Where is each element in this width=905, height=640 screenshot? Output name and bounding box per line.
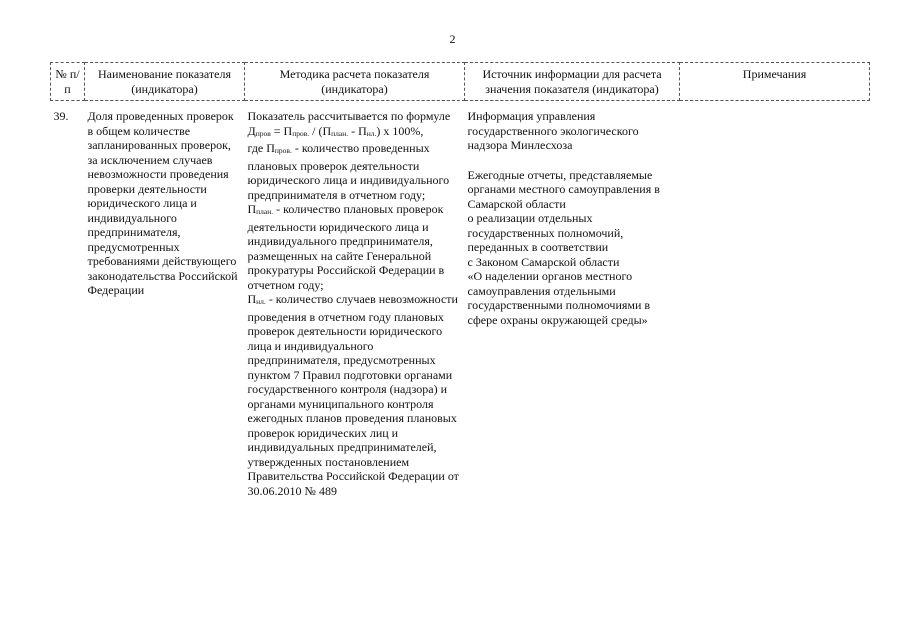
indicators-table [50, 62, 870, 498]
indicator-source [465, 101, 680, 499]
source-part3: о реализации отдельных государственных полномочий, переданных в соответствии [467, 211, 624, 254]
method-intro: Показатель рассчитывается по формуле [247, 109, 451, 123]
method-nl [248, 292, 462, 498]
formula-lhs: Д [247, 123, 256, 138]
indicator-method [245, 101, 465, 499]
formula-eq: = П [270, 123, 293, 138]
nl-sub: нл. [256, 297, 266, 306]
header-source: Источник информации для расчета значения показателя (индикатора) [465, 63, 680, 101]
method-formula [248, 124, 462, 142]
source-part5: «О наделении органов местного самоуправления отдельными государственными полномочиями в сфере охраны окружающей среды» [467, 269, 651, 327]
header-num: № п/п [51, 63, 85, 101]
formula-p3-sub: нл. [366, 128, 377, 138]
formula-p1-sub: пров. [292, 128, 310, 138]
source-part2: Ежегодные отчеты, представляемые органами местного самоуправления в Самарской области [467, 167, 660, 211]
where-prefix: где П [247, 141, 275, 155]
indicator-notes [680, 101, 870, 499]
method-where [248, 141, 462, 202]
row-num: 39. [53, 109, 69, 123]
header-name: Наименование показателя (индикатора) [85, 63, 245, 101]
table-row [51, 101, 870, 499]
source-gap [468, 153, 677, 168]
source-part4: с Законом Самарской области [467, 254, 620, 269]
where-sub: пров. [274, 146, 292, 155]
formula-tail: ) х 100%, [376, 123, 424, 138]
formula-lhs-sub: пров [255, 128, 271, 138]
nl-text: - количество случаев невозможности проведения в отчетном году плановых проверок деятельности юридического лица и индивидуального предпринимателя, предусмотренных пунктом 7 Правил подготовки органами государственного контроля (надзора) и органами муниципального контроля ежегодных планов проведения плановых проверок юридических лиц и индивидуальных предпринимателей, утвержденных постановлением Правительства Российской Федерации от 30.06.2010 № 489 [247, 292, 459, 498]
page-number: 2 [449, 32, 456, 46]
where-text: - количество проведенных плановых проверок деятельности юридического лица и индивидуального предпринимателя в отчетном году; [247, 141, 450, 202]
header-notes: Примечания [680, 63, 870, 101]
indicator-name-text: Доля проведенных проверок в общем количестве запланированных проверок, за исключением случаев невозможности проведения проверки деятельности юридического лица и индивидуального предпринимателя, предусмотренных требованиями действующего законодательства Российской Федерации [87, 109, 238, 297]
plan-sub: план. [256, 207, 274, 216]
nl-prefix: П [247, 292, 257, 306]
formula-div: / (П [309, 123, 332, 138]
plan-prefix: П [247, 202, 257, 216]
table-header-row [51, 63, 870, 101]
formula-p2-sub: план. [331, 128, 349, 138]
plan-text: - количество плановых проверок деятельности юридического лица и индивидуального предпринимателя, размещенных на сайте Генеральной прокуратуры Российской Федерации в отчетном году; [247, 202, 445, 292]
method-plan [248, 202, 462, 292]
header-method: Методика расчета показателя (индикатора) [245, 63, 465, 101]
source-part1: Информация управления государственного экологического надзора Минлесхоза [467, 109, 639, 152]
formula-minus: - П [348, 123, 367, 138]
indicator-name [85, 101, 245, 499]
